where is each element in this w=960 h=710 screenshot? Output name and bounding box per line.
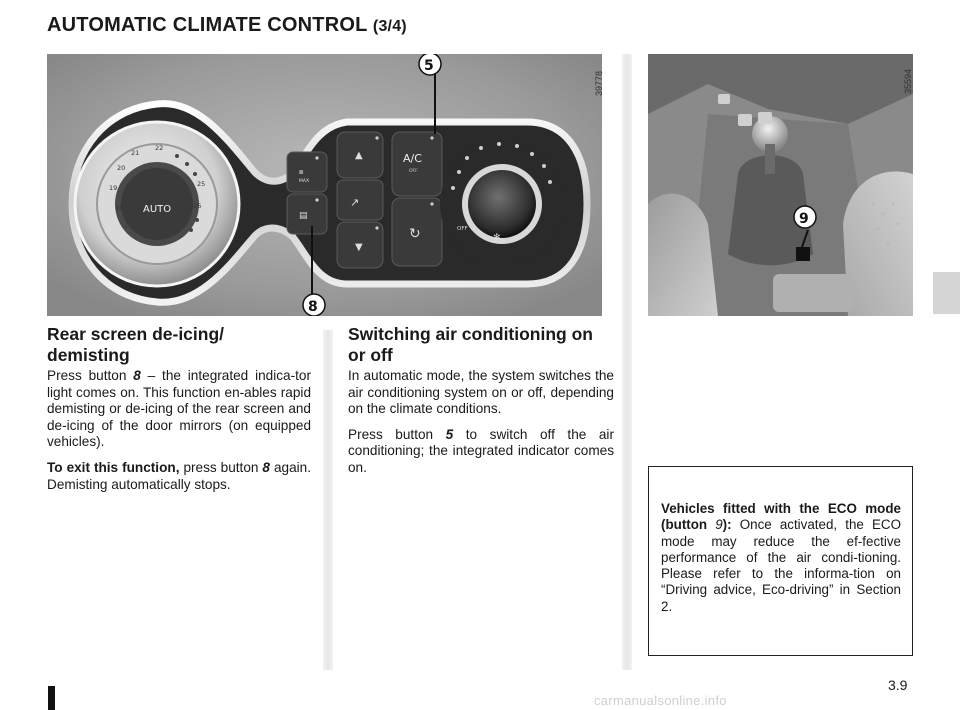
dial-tick: 26	[193, 202, 202, 210]
title-main: AUTOMATIC CLIMATE CONTROL	[47, 14, 368, 36]
rear-screen-body	[47, 368, 311, 502]
corner-mark	[48, 686, 55, 710]
page-number: 3.9	[888, 677, 908, 693]
rear-demist-icon: ▤	[299, 211, 308, 221]
max-defrost-button[interactable]	[287, 152, 327, 192]
aircon-body	[348, 368, 614, 486]
rear-screen-paragraph: Press button 8 – the integrated indica-tor light comes on. This function en-ables rapid demisting or de-icing of the rear screen and de-icing of the door mirrors (on equipped vehicles).	[47, 368, 311, 450]
aircon-heading: Switching air conditioning on or off	[348, 324, 593, 365]
dial-tick: 18	[115, 204, 124, 212]
eco-button[interactable]	[796, 247, 810, 261]
callout-5: 5	[424, 58, 434, 74]
arrow-up-icon: ▲	[355, 150, 363, 161]
eco-note-text: Vehicles fitted with the ECO mode (button 9): Once activated, the ECO mode may reduce the ef-fective performance of the air condi-tioning. Please refer to the informa-tion on “Driving advice, Eco-driving” in Section 2.	[661, 501, 901, 614]
ac-label: A/C	[403, 152, 422, 165]
page-title	[47, 14, 407, 37]
aircon-switch-off-paragraph: Press button 5 to switch off the air conditioning; the integrated indicator comes on.	[348, 426, 614, 475]
fan-icon: ✻	[493, 233, 501, 243]
photo-code-controls: 39778	[594, 70, 604, 96]
recirculation-icon: ↻	[409, 226, 421, 242]
section-tab	[933, 272, 960, 314]
aircon-paragraph: In automatic mode, the system switches the air conditioning system on or off, depending on the climate conditions.	[348, 368, 614, 417]
watermark: carmanualsonline.info	[594, 693, 727, 708]
dial-auto-label: AUTO	[143, 204, 172, 215]
car-interior-photo	[648, 54, 913, 316]
title-part: (3/4)	[372, 18, 407, 35]
airflow-icon: ↗	[350, 196, 360, 209]
car-interior-illustration	[648, 54, 913, 316]
dial-tick: 21	[131, 149, 140, 157]
ac-off-label: OFF	[409, 169, 418, 174]
dial-tick: 19	[109, 184, 118, 192]
rear-screen-heading: Rear screen de-icing/ demisting	[47, 324, 225, 365]
callout-9: 9	[799, 211, 809, 227]
column-divider	[622, 54, 632, 670]
dial-tick: 20	[117, 164, 126, 172]
photo-code-car: 35594	[903, 68, 913, 94]
distribution-button[interactable]	[337, 180, 383, 220]
callout-8: 8	[308, 299, 318, 315]
climate-panel-photo	[47, 54, 602, 316]
fan-off-label: OFF	[457, 226, 468, 232]
max-label: MAX	[299, 179, 310, 184]
arrow-down-icon: ▼	[355, 242, 363, 253]
dial-tick: 22	[155, 144, 164, 152]
column-divider	[323, 330, 333, 670]
climate-panel-illustration	[47, 54, 602, 316]
defrost-icon: ⧈	[299, 168, 304, 176]
dial-tick: 25	[197, 180, 206, 188]
rear-screen-exit-paragraph: To exit this function, press button 8 again. Demisting automatically stops.	[47, 459, 311, 492]
eco-note-box	[648, 466, 913, 656]
